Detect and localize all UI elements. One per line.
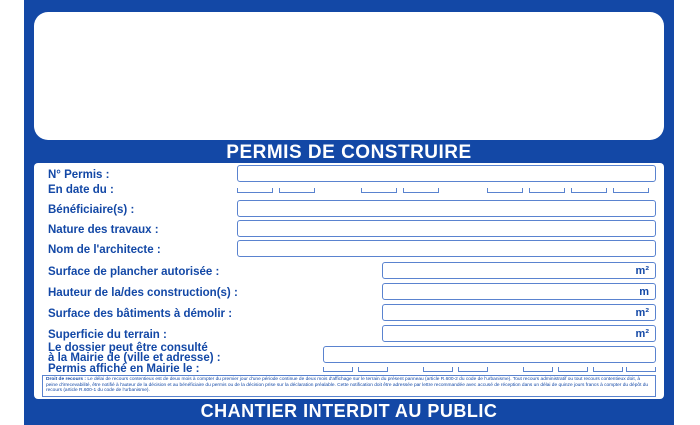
blank-top-panel [34,12,664,140]
legal-text: Le délai de recours contentieux est de deux mois à compter du premier jour d'une période continue de deux mois d'affichage sur le terrain du présent panneau (article R.600-2 du code de l'urbanisme). Tout recours administratif ou tout recours contentieux doit, à peine d'irrecevabilité, être notifié à l'auteur de la décision et au bénéficiaire du permis ou de la décision prise sur la déclaration préalable. Cette notification doit être adressée par lettre recommandée avec accusé de réception dans un délai de quinze jours francs à compter du dépôt du recours (article R.600-1 du code de l'urbanisme). [46,377,649,394]
land-area-unit: m² [635,328,649,340]
demolish-area-field[interactable] [382,304,656,321]
floor-area-field[interactable] [382,262,656,279]
posted-box-6 [558,367,588,372]
height-unit: m [639,286,649,298]
height-label: Hauteur de la/des construction(s) : [48,287,238,299]
date-box-1 [237,188,273,193]
posted-label: Permis affiché en Mairie le : [48,363,200,375]
dossier-field[interactable] [323,346,656,363]
date-box-4 [403,188,439,193]
sign-title: PERMIS DE CONSTRUIRE [226,142,472,163]
posted-box-2 [358,367,388,372]
date-box-2 [279,188,315,193]
beneficiary-field[interactable] [237,200,656,217]
permit-number-field[interactable] [237,165,656,182]
dossier-label-line1: Le dossier peut être consulté [48,342,208,354]
date-box-8 [613,188,649,193]
beneficiary-label: Bénéficiaire(s) : [48,204,135,216]
date-box-7 [571,188,607,193]
dossier-label [48,343,221,363]
legal-heading: Droit de recours : [46,377,86,382]
posted-box-5 [523,367,553,372]
posted-box-3 [423,367,453,372]
land-area-label: Superficie du terrain : [48,329,167,341]
date-box-6 [529,188,565,193]
sign-footer: CHANTIER INTERDIT AU PUBLIC [200,401,498,421]
architect-label: Nom de l'architecte : [48,244,161,256]
architect-field[interactable] [237,240,656,257]
demolish-area-unit: m² [635,307,649,319]
date-box-5 [487,188,523,193]
posted-box-4 [458,367,488,372]
posted-box-7 [593,367,623,372]
posted-date-field[interactable] [323,367,656,374]
height-field[interactable] [382,283,656,300]
floor-area-label: Surface de plancher autorisée : [48,266,220,278]
date-field[interactable] [237,188,656,196]
posted-box-8 [626,367,656,372]
demolish-area-label: Surface des bâtiments à démolir : [48,308,233,320]
works-nature-field[interactable] [237,220,656,237]
dossier-label-line2: à la Mairie de (ville et adresse) : [48,352,221,364]
permit-number-label: N° Permis : [48,169,110,181]
construction-permit-sign [24,0,674,425]
date-label: En date du : [48,184,114,196]
land-area-field[interactable] [382,325,656,342]
works-nature-label: Nature des travaux : [48,224,159,236]
permit-form [34,163,664,399]
posted-box-1 [323,367,353,372]
date-box-3 [361,188,397,193]
floor-area-unit: m² [635,265,649,277]
legal-notice [42,375,656,397]
